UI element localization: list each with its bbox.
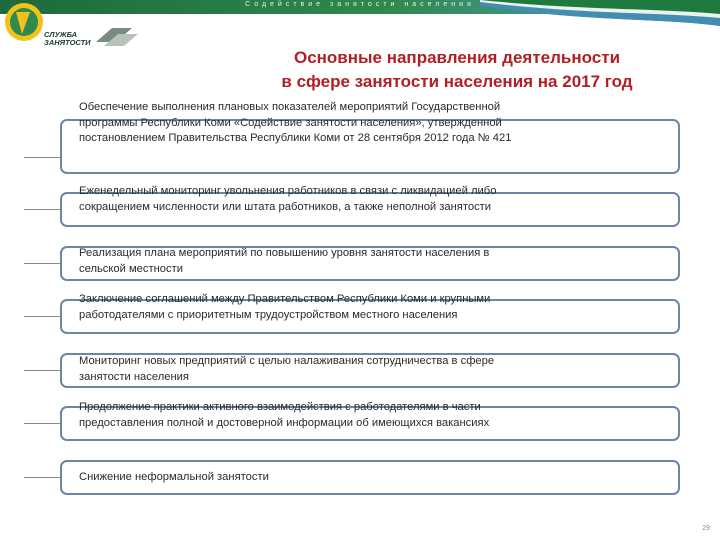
banner-title: Содействие занятости населения	[245, 1, 475, 8]
flag-decoration	[480, 0, 720, 26]
logo-text	[44, 31, 91, 47]
item-text: Еженедельный мониторинг увольнения работников в связи с ликвидацией либо сокращением численности или штата работников, а также неполной занятости	[79, 185, 500, 213]
item-text: Заключение соглашений между Правительством Республики Коми и крупными работодателями с приоритетным трудоустройством местного населения	[79, 293, 494, 321]
title-line1: Основные направления деятельности	[293, 48, 621, 67]
page-title	[232, 46, 682, 94]
item-text: Реализация плана мероприятий по повышению уровня занятости населения в сельской местности	[79, 247, 493, 275]
logo-text-line2: ЗАНЯТОСТИ	[44, 38, 91, 47]
item-text: Мониторинг новых предприятий с целью налаживания сотрудничества в сфере занятости населения	[79, 355, 498, 383]
item-text: Снижение неформальной занятости	[79, 471, 269, 483]
logo-text-line1: СЛУЖБА	[44, 30, 78, 39]
item-text: Обеспечение выполнения плановых показателей мероприятий Государственной программы Республики Коми «Содействие занятости населения», утвержденной постановлением Правительства Республики Коми от 28 сентября 2012 года № 421	[79, 101, 512, 145]
page-number: 29	[702, 525, 710, 532]
item-text: Продолжение практики активного взаимодействия с работодателями в части предоставления полной и достоверной информации об имеющихся вакансиях	[79, 401, 490, 429]
title-line2: в сфере занятости населения на 2017 год	[281, 72, 633, 91]
